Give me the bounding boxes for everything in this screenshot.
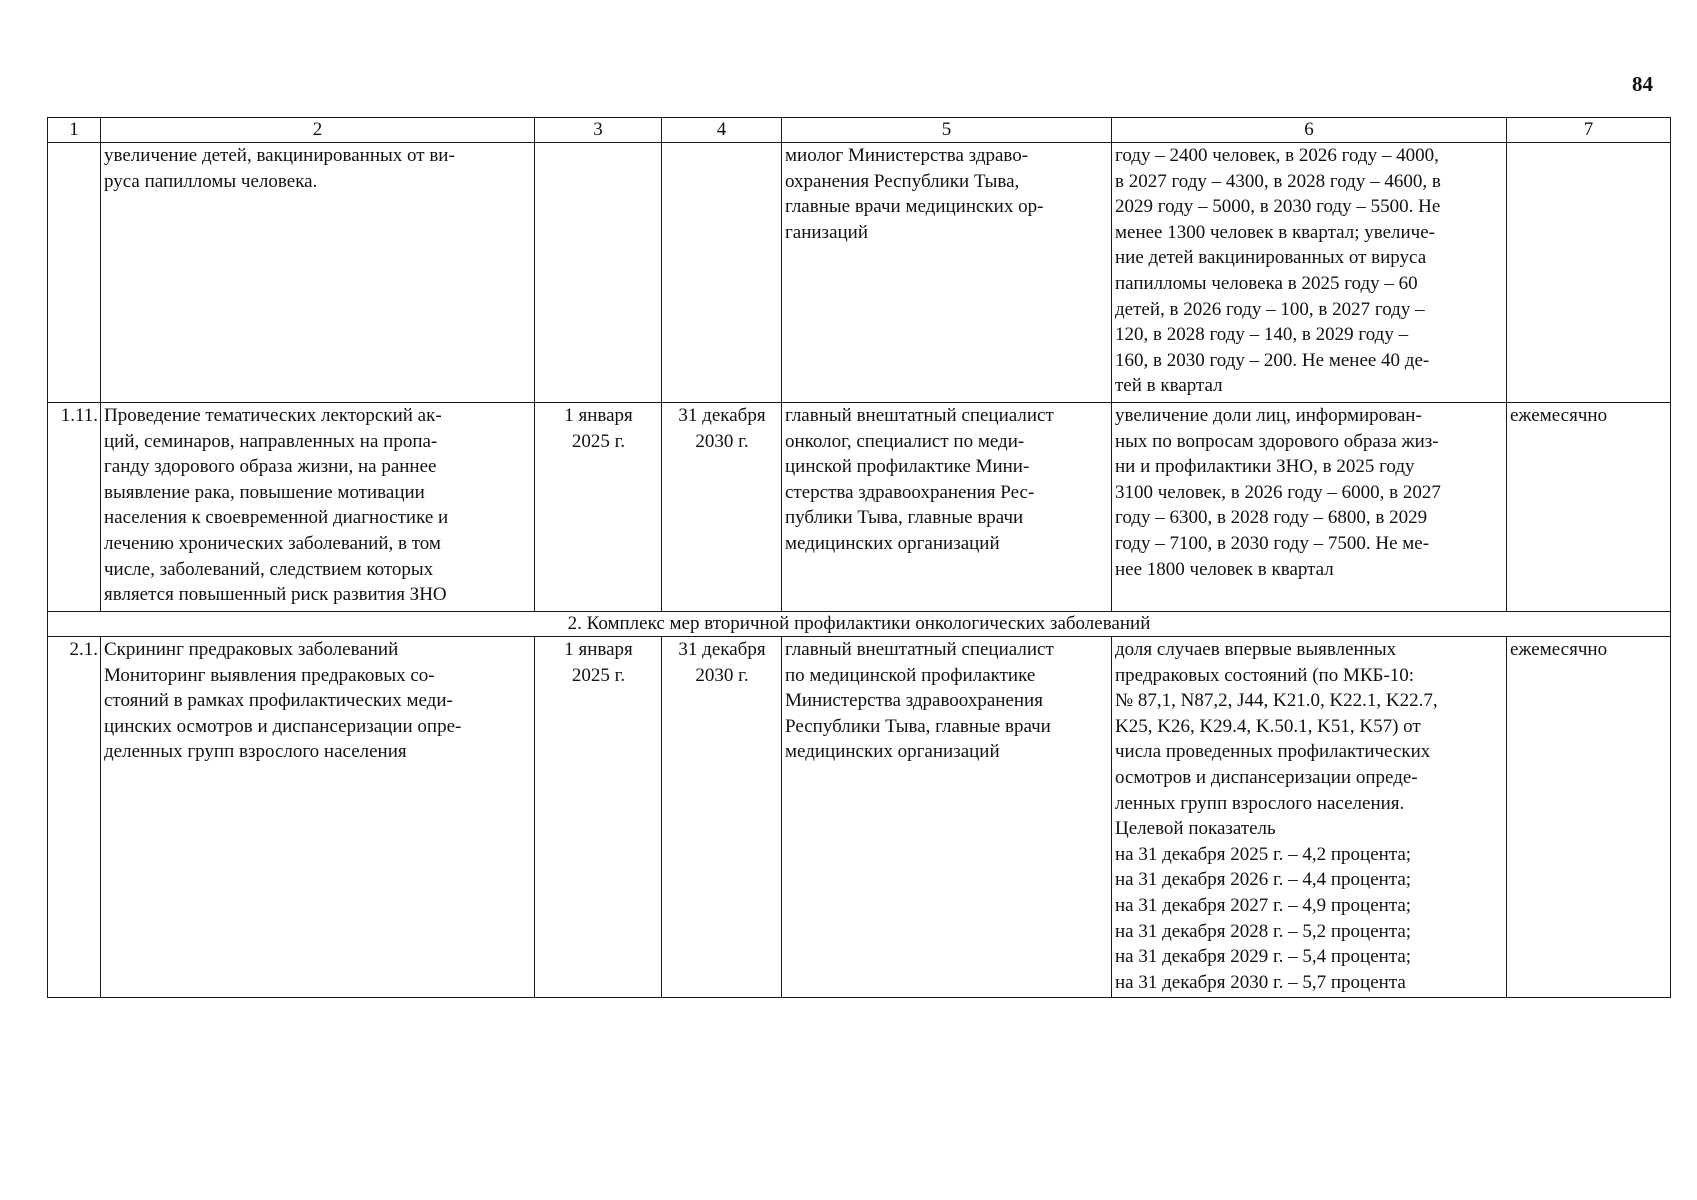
column-header-2: 2 (101, 118, 535, 143)
start-date-cell: 1 января 2025 г. (535, 403, 662, 612)
end-date-cell (662, 143, 782, 403)
frequency-cell: ежемесячно (1507, 637, 1671, 998)
result-cell: доля случаев впервые выявленных предраковых состояний (по МКБ-10: № 87,1, N87,2, J44, K21.0, K22.1, K22.7, K25, K26, K29.4, K.50.1, K51, K57) от числа проведенных профилактических осмотров и диспансеризации опреде- ленных групп взрослого населения. Целевой показатель на 31 декабря 2025 г. – 4,2 процента; на 31 декабря 2026 г. – 4,4 процента; на 31 декабря 2027 г. – 4,9 процента; на 31 декабря 2028 г. – 5,2 процента; на 31 декабря 2029 г. – 5,4 процента; на 31 декабря 2030 г. – 5,7 процента (1112, 637, 1507, 998)
row-number-cell: 1.11. (48, 403, 101, 612)
section-heading: 2. Комплекс мер вторичной профилактики онкологических заболеваний (48, 612, 1671, 637)
column-header-4: 4 (662, 118, 782, 143)
end-date-cell: 31 декабря 2030 г. (662, 637, 782, 998)
page-number: 84 (1632, 72, 1653, 96)
measures-table (47, 117, 1671, 998)
activity-cell: Проведение тематических лекторский ак- ций, семинаров, направленных на пропа- ганду здорового образа жизни, на раннее выявление рака, повышение мотивации населения к своевременной диагностике и лечению хронических заболеваний, в том числе, заболеваний, следствием которых является повышенный риск развития ЗНО (101, 403, 535, 612)
activity-cell: Скрининг предраковых заболеваний Мониторинг выявления предраковых со- стояний в рамках профилактических меди- цинских осмотров и диспансеризации опре- деленных групп взрослого населения (101, 637, 535, 998)
frequency-cell (1507, 143, 1671, 403)
responsible-cell: главный внештатный специалист по медицинской профилактике Министерства здравоохранения Республики Тыва, главные врачи медицинских организаций (782, 637, 1112, 998)
responsible-cell: главный внештатный специалист онколог, специалист по меди- цинской профилактике Мини- стерства здравоохранения Рес- публики Тыва, главные врачи медицинских организаций (782, 403, 1112, 612)
row-number-cell (48, 143, 101, 403)
activity-cell: увеличение детей, вакцинированных от ви- руса папилломы человека. (101, 143, 535, 403)
column-header-1: 1 (48, 118, 101, 143)
table-row-1-11 (48, 403, 1671, 612)
row-number-cell: 2.1. (48, 637, 101, 998)
column-header-5: 5 (782, 118, 1112, 143)
start-date-cell (535, 143, 662, 403)
start-date-cell: 1 января 2025 г. (535, 637, 662, 998)
result-cell: увеличение доли лиц, информирован- ных по вопросам здорового образа жиз- ни и профилактики ЗНО, в 2025 году 3100 человек, в 2026 году – 6000, в 2027 году – 6300, в 2028 году – 6800, в 2029 году – 7100, в 2030 году – 7500. Не ме- нее 1800 человек в квартал (1112, 403, 1507, 612)
column-header-6: 6 (1112, 118, 1507, 143)
column-header-7: 7 (1507, 118, 1671, 143)
result-cell: году – 2400 человек, в 2026 году – 4000, в 2027 году – 4300, в 2028 году – 4600, в 2029 году – 5000, в 2030 году – 5500. Не менее 1300 человек в квартал; увеличе- ние детей вакцинированных от вируса папилломы человека в 2025 году – 60 детей, в 2026 году – 100, в 2027 году – 120, в 2028 году – 140, в 2029 году – 160, в 2030 году – 200. Не менее 40 де- тей в квартал (1112, 143, 1507, 403)
end-date-cell: 31 декабря 2030 г. (662, 403, 782, 612)
column-number-header-row (48, 118, 1671, 143)
column-header-3: 3 (535, 118, 662, 143)
responsible-cell: миолог Министерства здраво- охранения Республики Тыва, главные врачи медицинских ор- ганизаций (782, 143, 1112, 403)
frequency-cell: ежемесячно (1507, 403, 1671, 612)
table-row-continuation (48, 143, 1671, 403)
section-heading-row (48, 612, 1671, 637)
table-row-2-1 (48, 637, 1671, 998)
